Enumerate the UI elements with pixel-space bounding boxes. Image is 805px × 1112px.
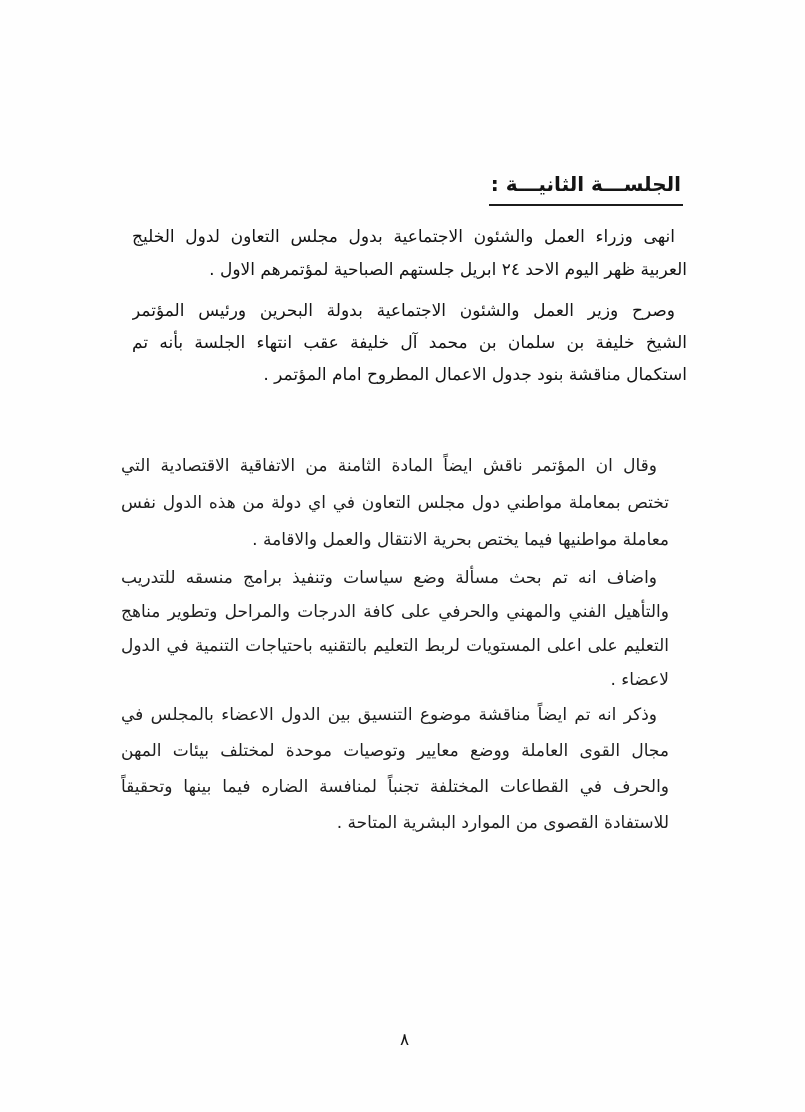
paragraph-line: معاملة مواطنيها فيما يختص بحرية الانتقال والعمل والاقامة . <box>252 530 669 550</box>
paragraph-line: مجال القوى العاملة ووضع معايير وتوصيات موحدة لمختلف بيئات المهن <box>121 741 669 761</box>
paragraph <box>121 448 669 559</box>
paragraph-line: واضاف انه تم بحث مسألة وضع سياسات وتنفيذ برامج منسقه للتدريب <box>121 568 657 588</box>
paragraph-line: للاستفادة القصوى من الموارد البشرية المتاحة . <box>336 813 669 833</box>
paragraph <box>132 221 687 287</box>
paragraph <box>121 697 669 841</box>
paragraph-line: وقال ان المؤتمر ناقش ايضاً المادة الثامنة من الاتفاقية الاقتصادية التي <box>121 456 657 476</box>
paragraph-line: وصرح وزير العمل والشئون الاجتماعية بدولة البحرين ورئيس المؤتمر <box>132 301 675 321</box>
paragraph-line: استكمال مناقشة بنود جدول الاعمال المطروح امام المؤتمر . <box>263 365 687 385</box>
paragraph-line: تختص بمعاملة مواطني دول مجلس التعاون في اي دولة من هذه الدول نفس <box>121 493 669 513</box>
paragraph-line: التعليم على اعلى المستويات لربط التعليم بالتقنيه باحتياجات التنمية في الدول <box>121 636 669 656</box>
paragraph <box>121 561 669 697</box>
paragraph-line: والتأهيل الفني والمهني والحرفي على كافة الدرجات والمراحل وتطوير مناهج <box>121 602 669 622</box>
paragraph-line: الشيخ خليفة بن سلمان بن محمد آل خليفة عقب انتهاء الجلسة بأنه تم <box>132 333 687 353</box>
session-heading: الجلســـة الثانيـــة : <box>489 172 683 206</box>
paragraph-line: انهى وزراء العمل والشئون الاجتماعية بدول مجلس التعاون لدول الخليج <box>132 227 675 247</box>
paragraph-line: والحرف في القطاعات المختلفة تجنباً لمنافسة الضاره فيما بينها وتحقيقاً <box>121 777 669 797</box>
paragraph-line: العربية ظهر اليوم الاحد ٢٤ ابريل جلستهم الصباحية لمؤتمرهم الاول . <box>209 260 687 280</box>
paragraph <box>132 295 687 391</box>
paragraph-line: وذكر انه تم ايضاً مناقشة موضوع التنسيق بين الدول الاعضاء بالمجلس في <box>121 705 657 725</box>
page-number: ٨ <box>400 1030 410 1050</box>
paragraph-line: لاعضاء . <box>610 670 669 690</box>
